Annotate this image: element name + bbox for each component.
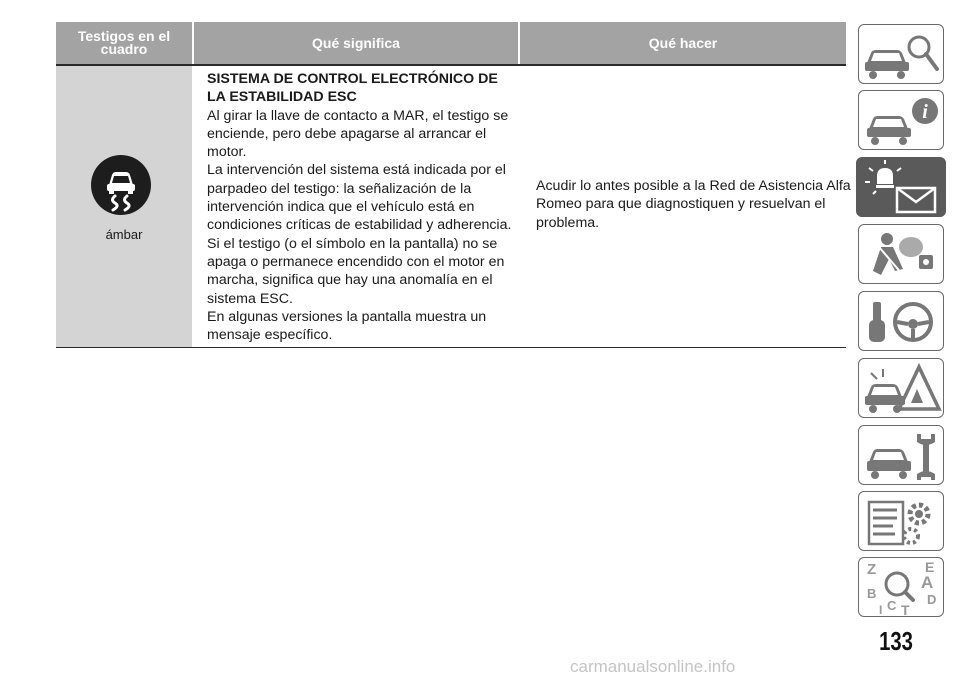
tab-safety[interactable] bbox=[858, 224, 944, 284]
index-letter: D bbox=[927, 592, 937, 607]
header-meaning-label: Qué significa bbox=[312, 35, 400, 51]
car-info-icon bbox=[859, 91, 945, 151]
index-letter: T bbox=[901, 602, 910, 618]
tab-technical-data[interactable] bbox=[858, 491, 944, 551]
tab-emergency[interactable] bbox=[858, 358, 944, 418]
page-number: 133 bbox=[879, 626, 913, 656]
specs-gear-icon bbox=[859, 492, 945, 552]
warning-light-cell bbox=[56, 66, 192, 347]
tab-starting-driving[interactable] bbox=[858, 291, 944, 351]
esc-skid-icon bbox=[91, 155, 151, 215]
car-wrench-icon bbox=[859, 426, 945, 486]
warning-light-message-icon bbox=[857, 158, 947, 218]
header-meaning bbox=[194, 22, 518, 64]
meaning-paragraph: Al girar la llave de contacto a MAR, el testigo se enciende, pero debe apagarse al arrancar el motor. bbox=[207, 107, 509, 161]
tab-car-info[interactable] bbox=[858, 90, 944, 150]
system-title-line-2: LA ESTABILIDAD ESC bbox=[207, 89, 357, 106]
meaning-paragraph: Si el testigo (o el símbolo en la pantalla) no se apaga o permanece encendido con el motor en marcha, significa que hay una anomalía en el sistema ESC. bbox=[207, 235, 505, 307]
meaning-paragraph: En algunas versiones la pantalla muestra un mensaje específico. bbox=[207, 308, 487, 344]
meaning-paragraph: La intervención del sistema está indicada por el parpadeo del testigo: la señalización de la intervención indica que el vehículo está en condiciones críticas de estabilidad y adherencia. bbox=[207, 162, 512, 234]
action-cell: Acudir lo antes posible a la Red de Asistencia Alfa Romeo para que diagnostiquen y resuelvan el problema. bbox=[536, 178, 851, 231]
svg-text:i: i bbox=[922, 101, 928, 123]
index-letter: C bbox=[887, 598, 897, 613]
tab-maintenance[interactable] bbox=[858, 425, 944, 485]
car-search-icon bbox=[859, 25, 945, 85]
key-steering-wheel-icon bbox=[859, 292, 945, 352]
index-letter: E bbox=[925, 559, 935, 575]
header-action bbox=[520, 22, 846, 64]
tab-warning-lights[interactable] bbox=[856, 157, 946, 217]
watermark: carmanualsonline.info bbox=[570, 657, 736, 676]
index-letter: B bbox=[867, 586, 877, 601]
lamp-color-label: ámbar bbox=[105, 227, 143, 242]
car-accident-warning-icon bbox=[859, 359, 945, 419]
header-action-label: Qué hacer bbox=[648, 35, 718, 51]
index-letter: A bbox=[921, 573, 934, 592]
airbag-seatbelt-icon bbox=[859, 225, 945, 285]
index-letter: Z bbox=[867, 561, 877, 578]
alphabetical-index-icon bbox=[859, 558, 945, 618]
row-divider bbox=[56, 347, 846, 348]
tab-car-search[interactable] bbox=[858, 24, 944, 84]
header-warning-lights-label: Testigos en el cuadro bbox=[77, 28, 171, 57]
system-title-line-1: SISTEMA DE CONTROL ELECTRÓNICO DE bbox=[207, 71, 498, 87]
header-warning-lights bbox=[56, 22, 192, 64]
tab-index[interactable] bbox=[858, 557, 944, 617]
index-letter: I bbox=[879, 603, 883, 617]
meaning-cell bbox=[207, 70, 517, 344]
